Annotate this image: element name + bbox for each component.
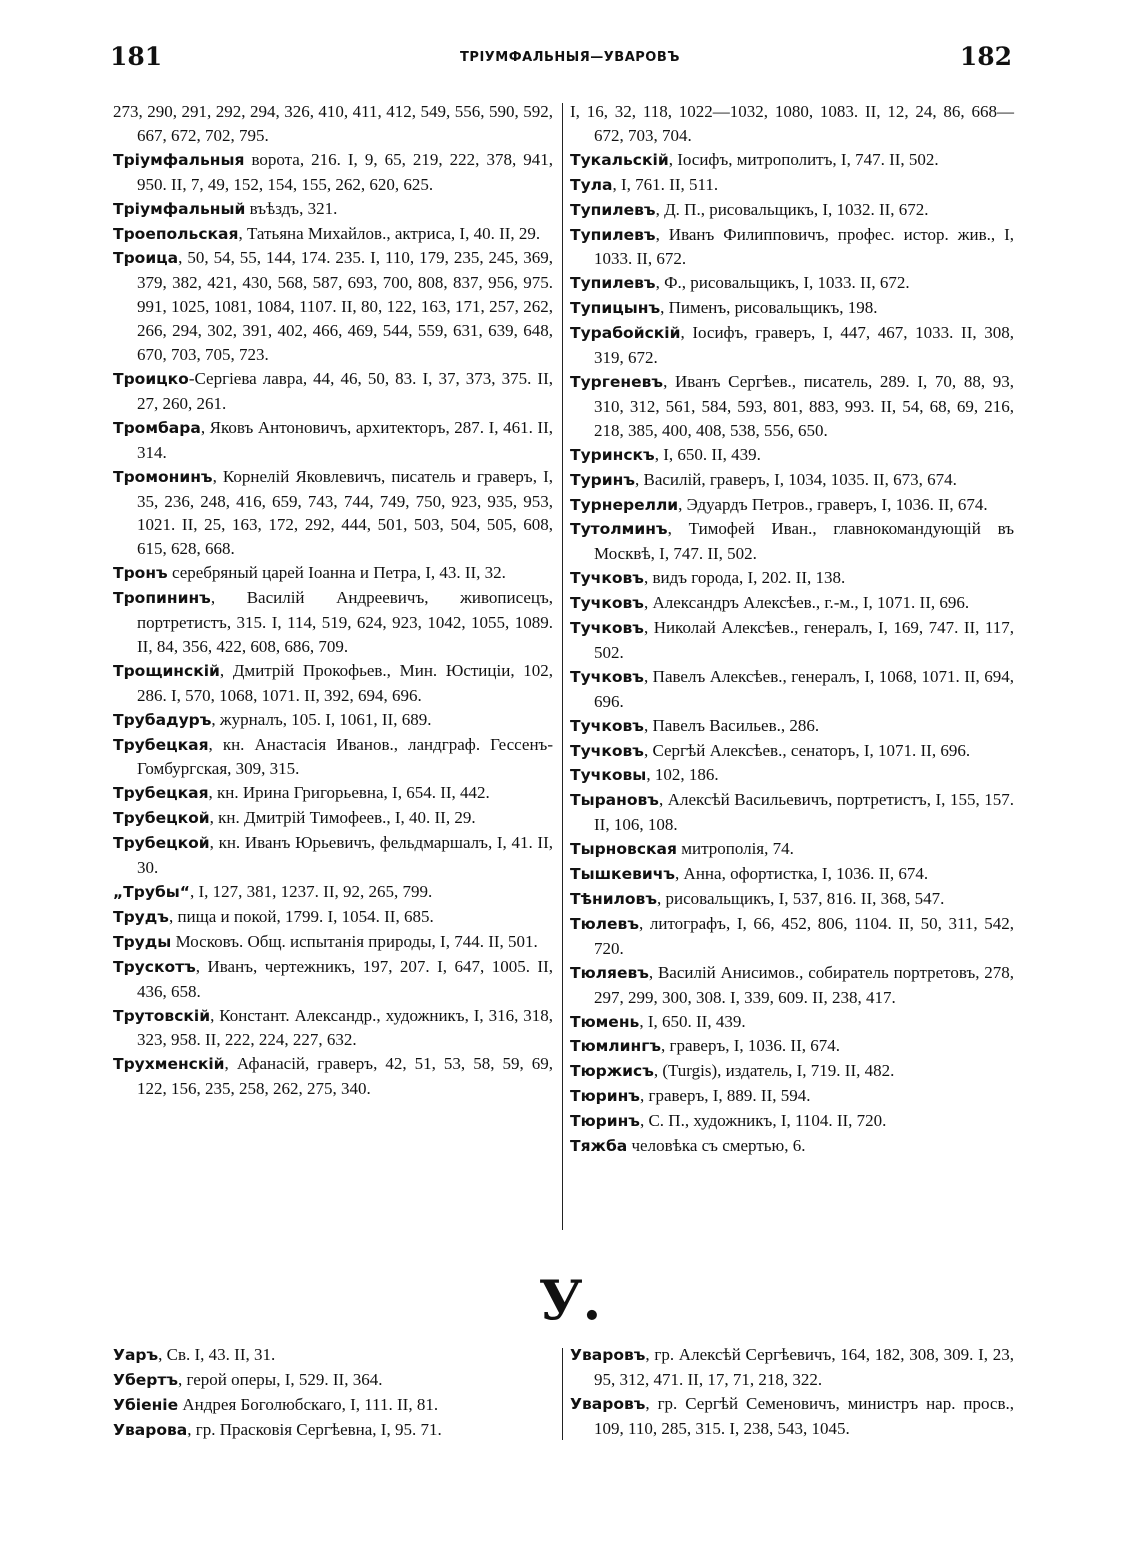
index-entry: [570, 837, 1014, 862]
entry-heading: Тюляевъ: [570, 963, 649, 982]
entry-text: , журналъ, 105. I, 1061, II, 689.: [211, 709, 432, 729]
index-entry: [570, 100, 1014, 148]
index-entry: [570, 493, 1014, 518]
entry-text: , Ф., рисовальщикъ, I, 1033. II, 672.: [655, 273, 910, 293]
entry-text: ворота, 216. I, 9, 65, 219, 222, 378, 941, 950. II, 7, 49, 152, 154, 155, 262, 620, 625.: [137, 149, 553, 194]
index-entry: [113, 246, 553, 367]
index-entry: [570, 321, 1014, 370]
entry-heading: Трощинскій: [113, 661, 220, 680]
entry-text: человѣка съ смертью, 6.: [627, 1136, 806, 1156]
section-letter: У.: [538, 1268, 602, 1332]
entry-text: , Василій Анисимов., собиратель портретовъ, 278, 297, 299, 300, 308. I, 339, 609. II, 238, 417.: [594, 962, 1014, 1007]
right-column: [570, 100, 1014, 1159]
entry-text: , 102, 186.: [646, 765, 719, 785]
entry-text: , Эдуардъ Петров., граверъ, I, 1036. II, 674.: [678, 494, 988, 514]
entry-heading: Тюмень: [570, 1012, 640, 1031]
entry-text: , Тимофей Иван., главнокомандующій въ Москвѣ, I, 747. II, 502.: [594, 519, 1014, 564]
entry-heading: Тышкевичъ: [570, 865, 676, 884]
entry-heading: Тупилевъ: [570, 200, 656, 219]
index-entry: [113, 416, 553, 465]
entry-text: , Корнелій Яковлевичъ, писатель и граверъ, I, 35, 236, 248, 416, 659, 743, 744, 749, 750, 923, 935, 953, 1021. II, 25, 163, 172, 292, 444, 501, 503, 504, 505, 608, 615, 628, 668.: [137, 466, 553, 559]
entry-heading: Тучковы: [570, 766, 647, 785]
index-entry: [570, 198, 1014, 223]
index-entry: [570, 1392, 1014, 1441]
index-entry: [113, 561, 553, 586]
entry-heading: Трухменскій: [113, 1055, 225, 1074]
entry-heading: Тромбара: [113, 418, 201, 437]
running-head: ТРІУМФАЛЬНЫЯ—УВАРОВЪ: [460, 50, 680, 65]
index-entry: [570, 148, 1014, 173]
entry-heading: Троепольская: [113, 224, 239, 243]
entry-text: , Татьяна Михайлов., актриса, I, 40. II, 29.: [238, 223, 541, 243]
index-entry: [570, 665, 1014, 714]
index-entry: [570, 1034, 1014, 1059]
entry-heading: Тюринъ: [570, 1087, 640, 1106]
entry-heading: Трубецкой: [113, 809, 210, 828]
index-entry: [570, 566, 1014, 591]
entry-text: Московъ. Общ. испытанія природы, I, 744. II, 501.: [171, 931, 538, 951]
index-entry: [113, 465, 553, 562]
entry-heading: Трубецкой: [113, 834, 210, 853]
index-entry: [113, 955, 553, 1004]
entry-heading: Тропининъ: [113, 589, 211, 608]
entry-heading: Тупилевъ: [570, 225, 656, 244]
entry-heading: Тучковъ: [570, 619, 644, 638]
entry-heading: Тріумфальныя: [113, 150, 245, 169]
entry-heading: Уварова: [113, 1420, 188, 1439]
index-entry: [113, 222, 553, 247]
entry-heading: Трутовскій: [113, 1006, 211, 1025]
index-entry: [113, 806, 553, 831]
index-entry: [570, 271, 1014, 296]
entry-text: -Сергіева лавра, 44, 46, 50, 83. I, 37, 373, 375. II, 27, 260, 261.: [137, 368, 553, 413]
entry-heading: Тюринъ: [570, 1112, 640, 1131]
index-entry: [570, 1084, 1014, 1109]
entry-heading: Тучковъ: [570, 741, 644, 760]
index-entry: [113, 100, 553, 148]
entry-text: , гр. Сергѣй Семеновичъ, министръ нар. просв., 109, 110, 285, 315. I, 238, 543, 1045.: [594, 1393, 1014, 1438]
entry-text: Андрея Боголюбскаго, I, 111. II, 81.: [178, 1394, 439, 1414]
entry-heading: Тюржисъ: [570, 1062, 654, 1081]
entry-heading: Туринъ: [570, 470, 635, 489]
entry-heading: Тула: [570, 175, 613, 194]
index-entry: [113, 148, 553, 197]
entry-text: , граверъ, I, 889. II, 594.: [639, 1086, 811, 1106]
column-divider: [562, 103, 563, 1230]
entry-text: , Св. I, 43. II, 31.: [158, 1345, 276, 1364]
entry-heading: Труды: [113, 932, 172, 951]
index-entry: [570, 887, 1014, 912]
index-entry: [570, 714, 1014, 739]
index-entry: [570, 296, 1014, 321]
entry-text: , I, 761. II, 511.: [612, 174, 719, 194]
entry-heading: Туринскъ: [570, 445, 655, 464]
index-entry: [113, 1368, 553, 1393]
entry-heading: Уаръ: [113, 1346, 159, 1364]
index-entry: [113, 197, 553, 222]
entry-heading: Тутолминъ: [570, 520, 668, 539]
index-entry: [113, 1393, 553, 1418]
entry-text: , Д. П., рисовальщикъ, I, 1032. II, 672.: [655, 199, 929, 219]
entry-heading: Тріумфальный: [113, 199, 246, 218]
entry-text: , Павелъ Васильев., 286.: [643, 715, 820, 735]
entry-heading: Тырновская: [570, 840, 677, 859]
index-entry: [570, 912, 1014, 961]
entry-heading: Убіеніе: [113, 1395, 179, 1414]
index-entry: [570, 1109, 1014, 1134]
entry-text: , рисовальщикъ, I, 537, 816. II, 368, 547.: [657, 889, 945, 908]
entry-heading: Тырановъ: [570, 791, 659, 810]
entry-text: , Дмитрій Прокофьев., Мин. Юстиціи, 102, 286. I, 570, 1068, 1071. II, 392, 694, 696.: [137, 660, 553, 705]
index-entry: [113, 586, 553, 659]
index-entry: [113, 659, 553, 708]
entry-heading: Трускотъ: [113, 957, 196, 976]
index-entry: [570, 961, 1014, 1010]
entry-text: , Алексѣй Васильевичъ, портретистъ, I, 155, 157. II, 106, 108.: [594, 790, 1014, 835]
entry-heading: Турнерелли: [570, 495, 679, 514]
entry-text: , Николай Алексѣев., генералъ, I, 169, 747. II, 117, 502.: [594, 618, 1014, 662]
entry-heading: Трубадуръ: [113, 710, 212, 729]
entry-heading: Тукальскій: [570, 150, 669, 169]
page-number-right: 182: [959, 42, 1012, 71]
entry-heading: Троицко: [113, 369, 189, 388]
entry-text: , Іосифъ, митрополитъ, I, 747. II, 502.: [668, 149, 939, 169]
entry-heading: Тяжба: [570, 1137, 628, 1156]
index-entry: [570, 223, 1014, 272]
entry-text: , 50, 54, 55, 144, 174. 235. I, 110, 179, 235, 245, 369, 379, 382, 421, 430, 568, 587, 693, 700, 808, 837, 956, 975. 991, 1025, 1081, 1084, 1107. II, 80, 122, 163, 171, 257, 262, 266, 294, 302, 391, 402, 466, 469, 544, 559, 631, 639, 648, 670, 703, 705, 723.: [137, 248, 553, 365]
index-entry: [113, 708, 553, 733]
index-entry: [570, 788, 1014, 837]
entry-text: I, 16, 32, 118, 1022—1032, 1080, 1083. II, 12, 24, 86, 668—672, 703, 704.: [570, 102, 1014, 145]
entry-text: , кн. Ирина Григорьевна, I, 654. II, 442.: [208, 783, 490, 803]
entry-heading: Тюлевъ: [570, 914, 639, 933]
index-entry: [570, 591, 1014, 616]
entry-heading: Тронъ: [113, 564, 168, 583]
entry-text: , I, 127, 381, 1237. II, 92, 265, 799.: [190, 882, 433, 901]
index-entry: [113, 367, 553, 416]
entry-heading: Тучковъ: [570, 569, 644, 588]
entry-heading: Уваровъ: [570, 1346, 646, 1364]
index-entry: [570, 1010, 1014, 1035]
entry-text: митрополія, 74.: [676, 839, 794, 859]
index-entry: [113, 1343, 553, 1368]
entry-heading: Тюмлингъ: [570, 1037, 661, 1056]
entry-text: , Павелъ Алексѣев., генералъ, I, 1068, 1071. II, 694, 696.: [594, 666, 1014, 711]
entry-text: , С. П., художникъ, I, 1104. II, 720.: [639, 1111, 887, 1131]
left-column-u: [113, 1343, 553, 1443]
column-divider-u: [562, 1348, 563, 1440]
entry-heading: Тѣниловъ: [570, 890, 658, 908]
entry-heading: Тучковъ: [570, 667, 644, 686]
index-entry: [113, 930, 553, 955]
entry-text: , Иванъ Филипповичъ, профес. истор. жив., I, 1033. II, 672.: [594, 224, 1014, 269]
index-entry: [113, 1418, 553, 1443]
entry-heading: Тупилевъ: [570, 274, 656, 293]
entry-text: , (Turgis), издатель, I, 719. II, 482.: [653, 1061, 895, 1081]
entry-text: , Александръ Алексѣев., г.-м., I, 1071. II, 696.: [643, 593, 970, 613]
entry-text: , Пименъ, рисовальщикъ, 198.: [660, 298, 878, 318]
entry-heading: Убертъ: [113, 1370, 179, 1389]
index-entry: [570, 1059, 1014, 1084]
entry-heading: Тургеневъ: [570, 372, 664, 391]
index-entry: [113, 880, 553, 905]
entry-text: , I, 650. II, 439.: [639, 1011, 746, 1031]
index-entry: [113, 781, 553, 806]
index-entry: [570, 616, 1014, 665]
entry-text: , Иванъ Сергѣев., писатель, 289. I, 70, 88, 93, 310, 312, 561, 584, 593, 801, 883, 993. II, 54, 68, 69, 216, 218, 385, 400, 408, 538, 556, 650.: [594, 371, 1014, 440]
entry-text: , кн. Дмитрій Тимофеев., I, 40. II, 29.: [209, 808, 476, 828]
entry-heading: Турабойскій: [570, 324, 681, 343]
entry-text: серебряный царей Іоанна и Петра, I, 43. II, 32.: [167, 563, 506, 583]
entry-text: , гр. Прасковія Сергѣевна, I, 95. 71.: [187, 1419, 442, 1439]
index-entry: [570, 739, 1014, 764]
entry-text: , Василій, граверъ, I, 1034, 1035. II, 673, 674.: [635, 469, 957, 489]
entry-text: , Иванъ, чертежникъ, 197, 207. I, 647, 1005. II, 436, 658.: [137, 956, 553, 1001]
entry-text: , гр. Алексѣй Сергѣевичъ, 164, 182, 308, 309. I, 23, 95, 312, 471. II, 17, 71, 218, 322.: [594, 1345, 1014, 1389]
index-entry: [570, 862, 1014, 887]
index-entry: [570, 1134, 1014, 1159]
entry-heading: Уваровъ: [570, 1394, 646, 1413]
entry-text: , Сергѣй Алексѣев., сенаторъ, I, 1071. II, 696.: [643, 740, 971, 760]
entry-text: , Афанасій, граверъ, 42, 51, 53, 58, 59, 69, 122, 156, 235, 258, 262, 275, 340.: [137, 1054, 553, 1099]
entry-text: , пища и покой, 1799. I, 1054. II, 685.: [168, 906, 434, 926]
entry-text: , Василій Андреевичъ, живописецъ, портретистъ, 315. I, 114, 519, 624, 923, 1042, 1055, 1089. II, 84, 356, 422, 608, 686, 709.: [137, 588, 553, 656]
index-entry: [570, 517, 1014, 566]
page-number-left: 181: [110, 42, 163, 71]
entry-text: , I, 650. II, 439.: [654, 444, 761, 464]
entry-text: , Констант. Александр., художникъ, I, 316, 318, 323, 958. II, 222, 224, 227, 632.: [137, 1005, 553, 1050]
entry-heading: Трубецкая: [113, 784, 209, 803]
entry-heading: Тромонинъ: [113, 467, 213, 486]
index-entry: [113, 1004, 553, 1053]
entry-text: , литографъ, I, 66, 452, 806, 1104. II, 50, 311, 542, 720.: [594, 913, 1014, 958]
entry-heading: Тучковъ: [570, 594, 644, 613]
index-entry: [113, 905, 553, 930]
entry-heading: Тупицынъ: [570, 299, 661, 318]
entry-heading: Тучковъ: [570, 716, 644, 735]
right-column-u: [570, 1343, 1014, 1441]
entry-text: , герой оперы, I, 529. II, 364.: [178, 1369, 383, 1389]
entry-text: , кн. Иванъ Юрьевичъ, фельдмаршалъ, I, 41. II, 30.: [137, 833, 553, 878]
entry-heading: Трубецкая: [113, 735, 209, 754]
entry-heading: Троица: [113, 249, 179, 268]
index-entry: [570, 468, 1014, 493]
entry-heading: Трудъ: [113, 907, 169, 926]
entry-text: , Яковъ Антоновичъ, архитекторъ, 287. I, 461. II, 314.: [137, 417, 553, 462]
entry-text: , Анна, офортистка, I, 1036. II, 674.: [675, 864, 929, 884]
index-entry: [113, 831, 553, 880]
index-entry: [570, 370, 1014, 443]
entry-text: , кн. Анастасія Иванов., ландграф. Гессенъ-Гомбургская, 309, 315.: [137, 734, 553, 779]
entry-text: 273, 290, 291, 292, 294, 326, 410, 411, 412, 549, 556, 590, 592, 667, 672, 702, 795.: [113, 102, 553, 145]
index-entry: [570, 173, 1014, 198]
index-entry: [570, 1343, 1014, 1392]
index-entry: [113, 733, 553, 782]
entry-text: въѣздъ, 321.: [245, 198, 338, 218]
index-entry: [570, 763, 1014, 788]
index-entry: [113, 1052, 553, 1101]
left-column: [113, 100, 553, 1101]
entry-heading: „Трубы“: [113, 883, 190, 901]
entry-text: , видъ города, I, 202. II, 138.: [643, 568, 846, 588]
entry-text: , граверъ, I, 1036. II, 674.: [660, 1036, 840, 1056]
entry-text: , Іосифъ, граверъ, I, 447, 467, 1033. II, 308, 319, 672.: [594, 323, 1014, 368]
index-entry: [570, 443, 1014, 468]
